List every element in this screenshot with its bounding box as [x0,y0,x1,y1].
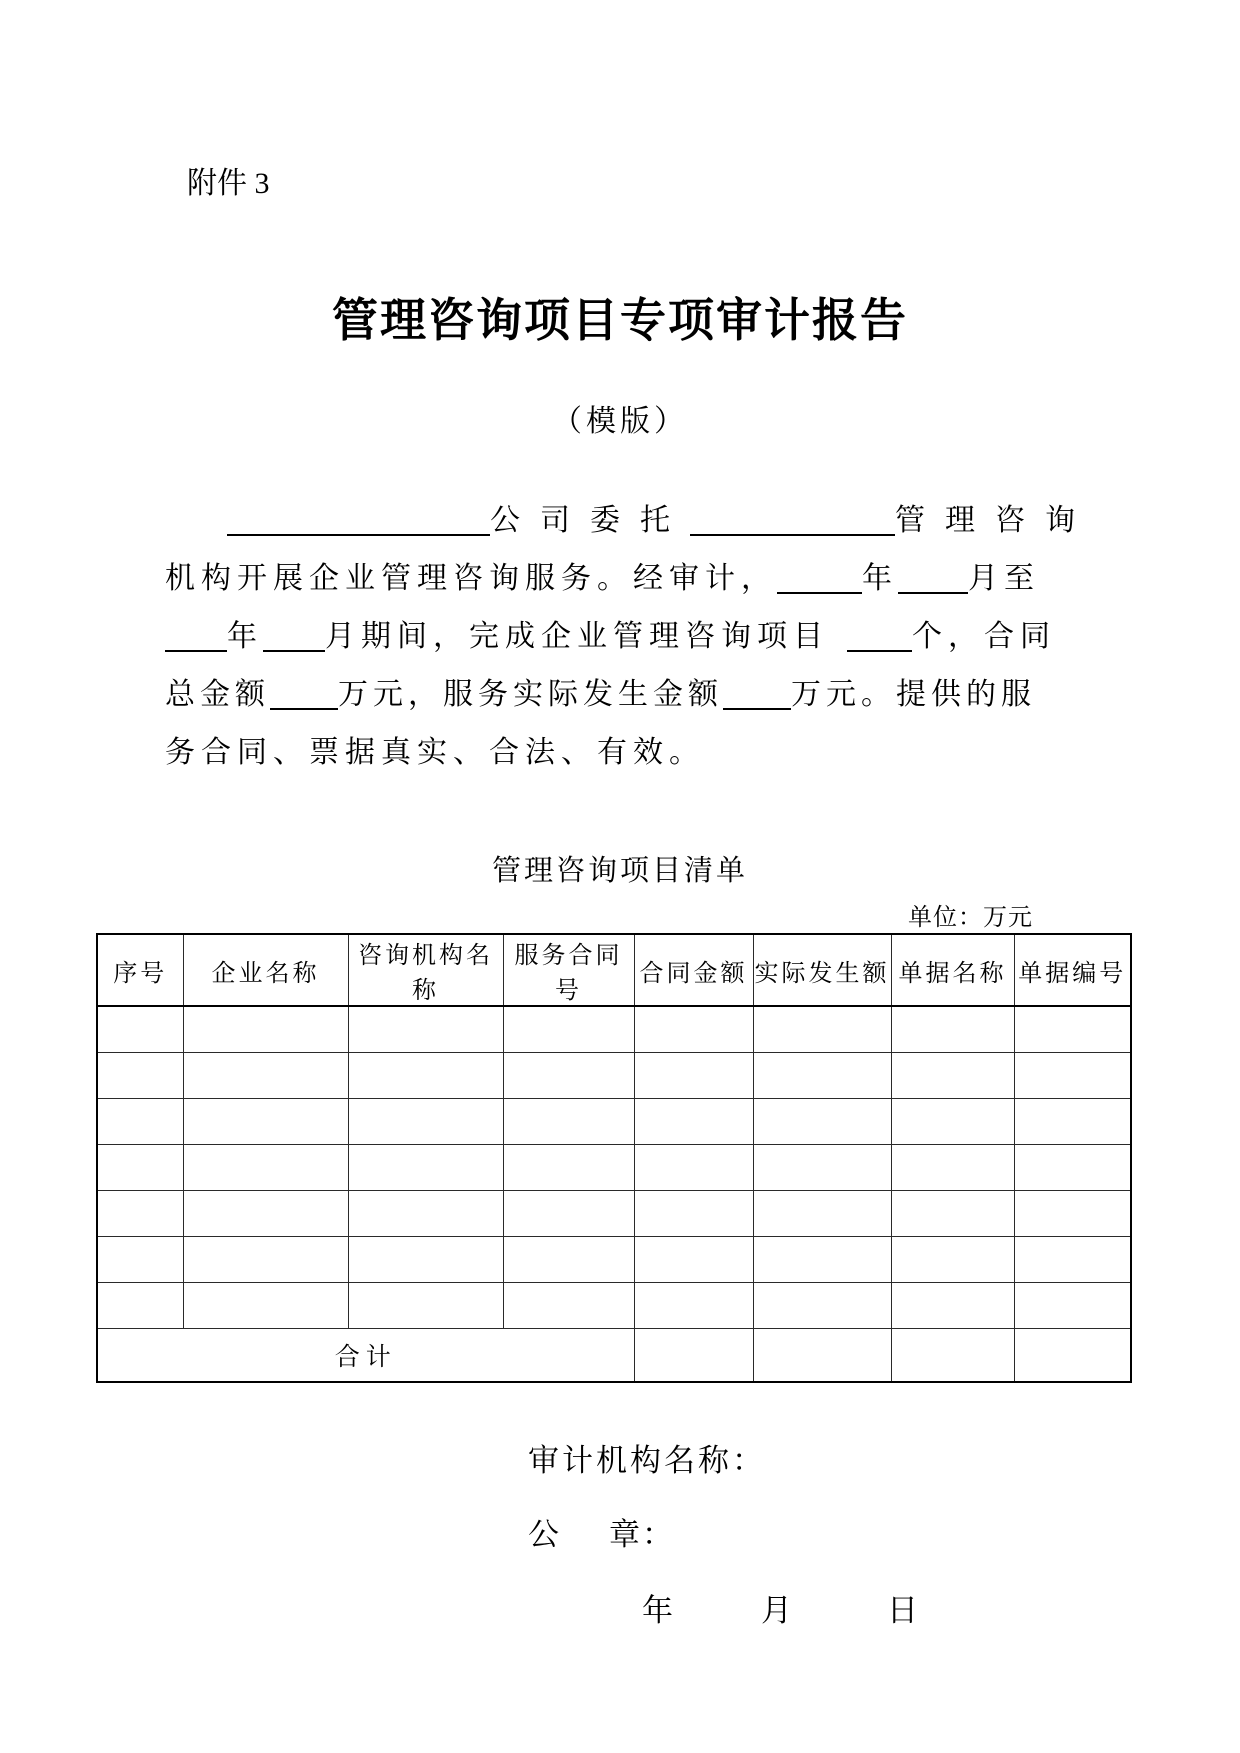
table-cell [183,1283,348,1329]
table-cell [634,1006,753,1053]
table-cell [891,1006,1014,1053]
fill-in-blank [227,534,490,536]
spacer [829,645,847,646]
table-cell [97,1099,183,1145]
official-seal-label [528,1509,675,1554]
table-cell [753,1329,891,1383]
table-row [97,1006,1131,1053]
body-paragraph [165,492,1095,782]
table-cell [97,1053,183,1099]
spacer [673,1620,761,1621]
fill-in-blank [263,650,325,652]
table-row [97,1145,1131,1191]
table-cell [183,1006,348,1053]
table-cell [634,1283,753,1329]
spacer [561,1544,609,1545]
table-cell [348,1283,503,1329]
text-run: 机构开展企业管理咨询服务。经审计， [165,562,777,595]
column-header: 实际发生额 [753,934,891,1006]
table-cell [503,1006,634,1053]
total-label-cell: 合计 [97,1329,634,1383]
table-cell [183,1145,348,1191]
table-cell [503,1099,634,1145]
table-cell [1014,1283,1131,1329]
column-header: 单据名称 [891,934,1014,1006]
spacer [165,529,227,530]
table-cell [891,1145,1014,1191]
column-header: 企业名称 [183,934,348,1006]
text-run: 日 [887,1593,918,1628]
column-header: 咨询机构名称 [348,934,503,1006]
table-cell [891,1191,1014,1237]
text-run: 年 [862,562,898,595]
table-body [97,1006,1131,1382]
table-cell [753,1006,891,1053]
attachment-label: 附件 3 [187,167,270,200]
table-cell [348,1099,503,1145]
table-cell [348,1006,503,1053]
table-cell [1014,1145,1131,1191]
table-cell [1014,1329,1131,1383]
paragraph-line [165,492,1095,550]
table-cell [348,1237,503,1283]
text-run: 月至 [968,562,1040,595]
text-run: 月 [761,1593,792,1628]
paragraph-line [165,666,1065,724]
table-cell [753,1053,891,1099]
fill-in-blank [690,534,895,536]
table-cell [97,1283,183,1329]
text-run: 万元。提供的服 [791,678,1036,711]
table-cell [1014,1006,1131,1053]
table-cell [503,1283,634,1329]
table-cell [348,1053,503,1099]
table-cell [634,1145,753,1191]
column-header: 服务合同号 [503,934,634,1006]
table-cell [183,1099,348,1145]
fill-in-blank [270,708,338,710]
date-line [642,1585,918,1630]
text-run: 公 [528,1517,561,1552]
table-cell [891,1283,1014,1329]
table-cell [634,1191,753,1237]
table-row [97,1283,1131,1329]
text-run: 管理咨询 [895,504,1095,537]
text-run: 个，合同 [912,620,1056,653]
table-cell [634,1053,753,1099]
report-title: 管理咨询项目专项审计报告 [332,294,908,346]
table-cell [1014,1237,1131,1283]
table-cell [503,1053,634,1099]
table-cell [753,1099,891,1145]
table-header-row [97,934,1131,1006]
table-row [97,1237,1131,1283]
text-run: 务合同、票据真实、合法、有效。 [165,736,705,769]
table-cell [97,1237,183,1283]
table-cell [503,1191,634,1237]
column-header: 合同金额 [634,934,753,1006]
text-run: 公司委托 [490,504,690,537]
table-cell [753,1145,891,1191]
table-cell [753,1237,891,1283]
table-caption: 管理咨询项目清单 [491,855,748,887]
table-cell [891,1329,1014,1383]
table-cell [183,1191,348,1237]
column-header: 单据编号 [1014,934,1131,1006]
table-cell [348,1145,503,1191]
text-run: 章： [609,1517,675,1552]
table-row [97,1191,1131,1237]
table-row [97,1053,1131,1099]
fill-in-blank [777,592,862,594]
table-cell [503,1145,634,1191]
table-cell [634,1237,753,1283]
auditor-name-label: 审计机构名称： [528,1443,766,1478]
table-cell [1014,1191,1131,1237]
table-row [97,1099,1131,1145]
text-run: 万元，服务实际发生金额 [338,678,723,711]
table-cell [891,1053,1014,1099]
table-cell [634,1329,753,1383]
table-cell [97,1191,183,1237]
fill-in-blank [898,592,968,594]
table-cell [97,1006,183,1053]
fill-in-blank [723,708,791,710]
table-cell [503,1237,634,1283]
text-run: 月期间，完成企业管理咨询项目 [325,620,829,653]
table-cell [183,1237,348,1283]
table-cell [1014,1053,1131,1099]
text-run: 总金额 [165,678,270,711]
project-list-table [96,933,1132,1383]
table-cell [891,1237,1014,1283]
paragraph-line [165,550,1065,608]
table-cell [1014,1099,1131,1145]
text-run: 年 [642,1593,673,1628]
table-cell [891,1099,1014,1145]
table-cell [634,1099,753,1145]
total-row [97,1329,1131,1383]
fill-in-blank [847,650,912,652]
report-subtitle: （模版） [552,405,688,438]
table-cell [753,1283,891,1329]
fill-in-blank [165,650,227,652]
table-cell [753,1191,891,1237]
table-cell [348,1191,503,1237]
paragraph-line [165,724,1065,782]
paragraph-line [165,608,1065,666]
spacer [792,1620,887,1621]
unit-label: 单位：万元 [908,905,1033,931]
text-run: 年 [227,620,263,653]
column-header: 序号 [97,934,183,1006]
table-cell [183,1053,348,1099]
table-cell [97,1145,183,1191]
